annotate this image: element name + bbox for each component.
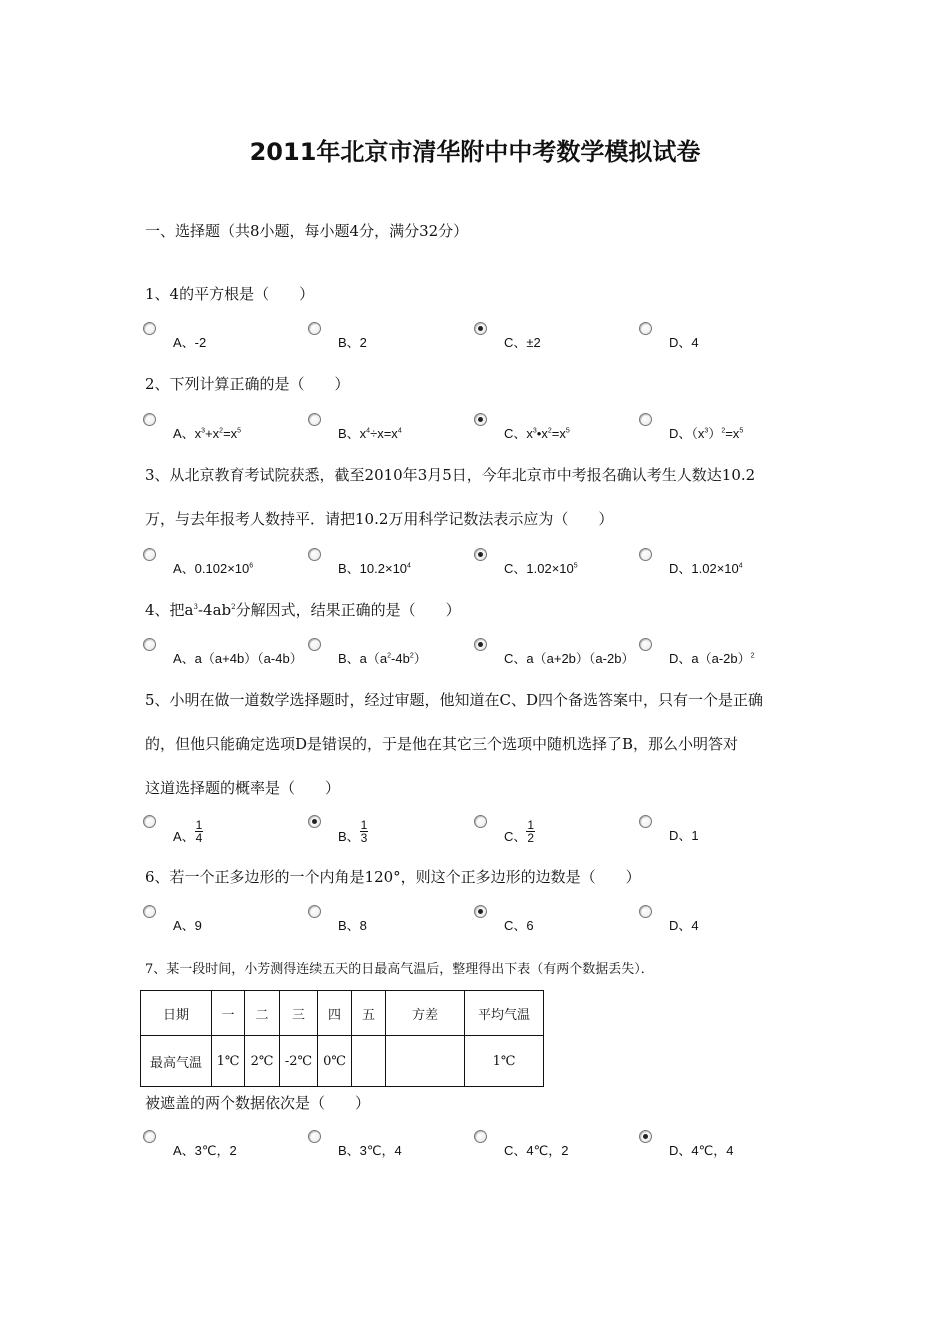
q4-option-b-label: B、$a(a^2-4b^2)$ — [338, 651, 427, 666]
question-3-stem-line1: 3、从北京教育考试院获悉，截至2010年3月5日，今年北京市中考报名确认考生人数达10.2 — [145, 466, 756, 484]
radio-icon[interactable] — [308, 548, 321, 561]
table-header-cell: 平均气温 — [465, 991, 544, 1036]
radio-checked-icon[interactable] — [474, 638, 487, 651]
q5-option-d-label: D、1 — [669, 828, 699, 843]
table-cell: 0℃ — [318, 1036, 352, 1087]
q5-option-d[interactable] — [639, 815, 804, 841]
radio-icon[interactable] — [639, 815, 652, 828]
q7-option-a-label: A、3℃，2 — [173, 1143, 237, 1158]
fraction: $\frac{1}{2}$ — [527, 818, 535, 845]
q1-option-c[interactable] — [474, 322, 639, 348]
q1-option-b-label: B、2 — [338, 335, 367, 350]
q2-option-d[interactable] — [639, 413, 804, 439]
q6-option-b-label: B、8 — [338, 918, 367, 933]
radio-checked-icon[interactable] — [474, 413, 487, 426]
radio-icon[interactable] — [308, 638, 321, 651]
q3-option-a-label: A、$0.102\times 10^6$ — [173, 561, 254, 576]
q1-option-a-label: A、-2 — [173, 335, 207, 350]
question-4-options — [143, 638, 823, 664]
q5-option-a-label: A、 $\frac{1}{4}$ — [173, 818, 203, 845]
q4-option-c[interactable] — [474, 638, 639, 664]
q6-option-d[interactable] — [639, 905, 804, 931]
table-cell: 1℃ — [465, 1036, 544, 1087]
page-title: 2011年北京市清华附中中考数学模拟试卷 — [249, 138, 701, 166]
q3-option-d-label: D、$1.02\times 10^4$ — [669, 561, 743, 576]
radio-icon[interactable] — [639, 638, 652, 651]
table-header-cell: 五 — [352, 991, 386, 1036]
q3-option-b[interactable] — [308, 548, 473, 574]
question-5-stem-line2: 的，但他只能确定选项D是错误的，于是他在其它三个选项中随机选择了B，那么小明答对 — [145, 735, 739, 753]
q2-option-c[interactable] — [474, 413, 639, 439]
table-header-cell: 一 — [212, 991, 245, 1036]
radio-checked-icon[interactable] — [474, 548, 487, 561]
section-heading: 一、选择题（共8小题，每小题4分，满分32分） — [145, 222, 469, 240]
question-5-stem-line3: 这道选择题的概率是（ ） — [145, 779, 341, 797]
radio-checked-icon[interactable] — [474, 322, 487, 335]
table-cell — [352, 1036, 386, 1087]
table-header-cell: 三 — [280, 991, 318, 1036]
table-header-cell: 方差 — [386, 991, 465, 1036]
q6-option-c[interactable] — [474, 905, 639, 931]
q6-option-b[interactable] — [308, 905, 473, 931]
radio-icon[interactable] — [308, 1130, 321, 1143]
q7-option-d-label: D、4℃，4 — [669, 1143, 734, 1158]
question-2-stem: 2、下列计算正确的是（ ） — [145, 375, 350, 393]
radio-icon[interactable] — [639, 548, 652, 561]
q2-option-c-label: C、$x^3•x^2=x^5$ — [504, 426, 570, 441]
q3-option-a[interactable] — [143, 548, 308, 574]
radio-icon[interactable] — [143, 815, 156, 828]
question-3-options — [143, 548, 823, 574]
q4-option-b[interactable] — [308, 638, 473, 664]
q2-option-b-label: B、$x^4\div x=x^4$ — [338, 426, 402, 441]
q1-option-a[interactable] — [143, 322, 308, 348]
question-3-stem-line2: 万，与去年报考人数持平．请把10.2万用科学记数法表示应为（ ） — [145, 510, 614, 528]
radio-icon[interactable] — [143, 1130, 156, 1143]
radio-icon[interactable] — [143, 905, 156, 918]
radio-icon[interactable] — [639, 413, 652, 426]
q6-option-d-label: D、4 — [669, 918, 699, 933]
radio-icon[interactable] — [143, 548, 156, 561]
q7-option-c[interactable] — [474, 1130, 639, 1156]
q2-option-b[interactable] — [308, 413, 473, 439]
table-cell: -2℃ — [280, 1036, 318, 1087]
q4-option-a[interactable] — [143, 638, 308, 664]
q7-option-c-label: C、4℃，2 — [504, 1143, 569, 1158]
q2-option-a-label: A、$x^3+x^2=x^5$ — [173, 426, 242, 441]
q2-option-d-label: D、$(x^3)^2=x^5$ — [669, 426, 744, 441]
fraction: $\frac{1}{3}$ — [360, 818, 368, 845]
q6-option-a[interactable] — [143, 905, 308, 931]
table-cell: 2℃ — [245, 1036, 280, 1087]
table-header-cell: 四 — [318, 991, 352, 1036]
table-header-cell: 二 — [245, 991, 280, 1036]
q3-option-b-label: B、$10.2\times 10^4$ — [338, 561, 411, 576]
fraction: $\frac{1}{4}$ — [195, 818, 203, 845]
radio-checked-icon[interactable] — [474, 905, 487, 918]
q1-option-d[interactable] — [639, 322, 804, 348]
q3-option-c-label: C、$1.02\times 10^5$ — [504, 561, 578, 576]
q1-option-b[interactable] — [308, 322, 473, 348]
table-cell: 最高气温 — [141, 1036, 212, 1087]
radio-icon[interactable] — [639, 905, 652, 918]
radio-icon[interactable] — [639, 322, 652, 335]
q2-option-a[interactable] — [143, 413, 308, 439]
q3-option-d[interactable] — [639, 548, 804, 574]
question-7-stem-2: 被遮盖的两个数据依次是（ ） — [145, 1094, 371, 1112]
radio-icon[interactable] — [474, 815, 487, 828]
table-cell: 1℃ — [212, 1036, 245, 1087]
q3-option-c[interactable] — [474, 548, 639, 574]
table-header-row — [141, 991, 544, 1036]
q4-option-d-label: D、$a(a-2b)^2$ — [669, 651, 755, 666]
table-cell — [386, 1036, 465, 1087]
radio-icon[interactable] — [308, 905, 321, 918]
temperature-table — [140, 990, 544, 1087]
q6-option-c-label: C、6 — [504, 918, 534, 933]
q7-option-d[interactable] — [639, 1130, 804, 1156]
question-5-stem-line1: 5、小明在做一道数学选择题时，经过审题，他知道在C、D四个备选答案中，只有一个是正确 — [145, 691, 764, 709]
radio-icon[interactable] — [308, 413, 321, 426]
table-row — [141, 1036, 544, 1087]
question-7-stem: 7、某一段时间，小芳测得连续五天的日最高气温后，整理得出下表（有两个数据丢失）． — [145, 962, 654, 977]
question-1-options — [143, 322, 823, 348]
q1-option-d-label: D、4 — [669, 335, 699, 350]
q4-option-a-label: A、a（a+4b）（a-4b） — [173, 651, 303, 666]
question-2-options — [143, 413, 823, 439]
question-5-options — [143, 815, 823, 845]
table-header-cell: 日期 — [141, 991, 212, 1036]
radio-checked-icon[interactable] — [308, 815, 321, 828]
q5-option-b-label: B、 $\frac{1}{3}$ — [338, 818, 368, 845]
q5-option-c[interactable] — [474, 815, 639, 845]
q7-option-b-label: B、3℃，4 — [338, 1143, 402, 1158]
q5-option-b[interactable] — [308, 815, 473, 845]
q1-option-c-label: C、±2 — [504, 335, 541, 350]
q5-option-c-label: C、 $\frac{1}{2}$ — [504, 818, 535, 845]
q6-option-a-label: A、9 — [173, 918, 202, 933]
radio-icon[interactable] — [474, 1130, 487, 1143]
radio-icon[interactable] — [143, 413, 156, 426]
question-7-options — [143, 1130, 823, 1156]
radio-icon[interactable] — [143, 638, 156, 651]
question-4-stem: 4、把$a^3-4ab^2$分解因式，结果正确的是（ ） — [145, 601, 461, 619]
q4-option-c-label: C、a（a+2b）（a-2b） — [504, 651, 635, 666]
q5-option-a[interactable] — [143, 815, 308, 845]
q7-option-a[interactable] — [143, 1130, 308, 1156]
radio-checked-icon[interactable] — [639, 1130, 652, 1143]
question-1-stem: 1、4的平方根是（ ） — [145, 285, 315, 303]
question-6-options — [143, 905, 823, 931]
q7-option-b[interactable] — [308, 1130, 473, 1156]
q4-option-d[interactable] — [639, 638, 804, 664]
radio-icon[interactable] — [143, 322, 156, 335]
question-6-stem: 6、若一个正多边形的一个内角是120°，则这个正多边形的边数是（ ） — [145, 868, 641, 886]
radio-icon[interactable] — [308, 322, 321, 335]
